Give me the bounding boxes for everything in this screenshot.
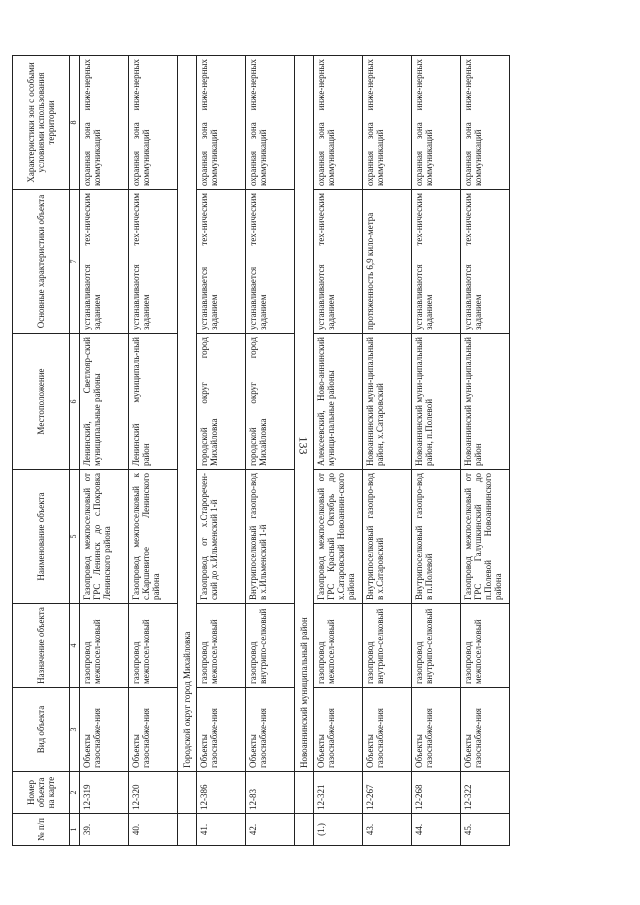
table-cell: устанавливаются тех-ническим заданием: [412, 190, 461, 334]
table-cell: охранная зона инже-нерных коммуникаций: [246, 56, 295, 190]
table-row: [461, 56, 510, 846]
column-header: Номер объекта на карте: [13, 772, 70, 814]
table-cell: протяженность 6,9 кило-метра: [363, 190, 412, 334]
section-row: [177, 56, 196, 846]
table-cell: Объекты газоснабже-ния: [314, 688, 363, 772]
table-cell: Объекты газоснабже-ния: [246, 688, 295, 772]
table-cell: 41.: [197, 814, 246, 846]
table-cell: устанавливаются тех-ническим заданием: [79, 190, 128, 334]
table-cell: Внутрипоселковый газопро-вод в п.Полевой: [412, 470, 461, 604]
table-cell: Газопровод межпоселковый к с.Каршевитое Ленинского района: [128, 470, 177, 604]
table-cell: 43.: [363, 814, 412, 846]
table-cell: Ленинский муниципаль-ный район: [128, 334, 177, 470]
table-cell: городской округ город Михайловка: [197, 334, 246, 470]
table-cell: газопровод внутрипо-селковый: [363, 604, 412, 688]
table-cell: 45.: [461, 814, 510, 846]
table-row: [128, 56, 177, 846]
table-cell: Газопровод межпоселковый от ГРС Ленинск до с.Покровка Ленинского района: [79, 470, 128, 604]
table-cell: охранная зона инже-нерных коммуникаций: [79, 56, 128, 190]
column-number: 1: [70, 814, 80, 846]
table-cell: 44.: [412, 814, 461, 846]
table-row: [246, 56, 295, 846]
table-cell: Газопровод от х.Староречен-ский до х.Ильменский 1-й: [197, 470, 246, 604]
table-cell: Внутрипоселковый газопро-вод в х.Сатаровский: [363, 470, 412, 604]
column-header: Назначение объекта: [13, 604, 70, 688]
table-cell: газопровод межпосел-ковый: [461, 604, 510, 688]
table-cell: Внутрипоселковый газопро-вод в х.Ильменский 1-й: [246, 470, 295, 604]
table-cell: 40.: [128, 814, 177, 846]
column-number: 6: [70, 334, 80, 470]
table-cell: Объекты газоснабже-ния: [197, 688, 246, 772]
table-cell: (1.): [314, 814, 363, 846]
table-cell: Объекты газоснабже-ния: [363, 688, 412, 772]
table-cell: устанавливаются тех-ническим заданием: [128, 190, 177, 334]
section-row: [295, 56, 314, 846]
table-cell: охранная зона инже-нерных коммуникаций: [197, 56, 246, 190]
table-cell: Газопровод межпоселковый от ГРС Красный Октябрь до х.Сатаровский Новоаннин-ского района: [314, 470, 363, 604]
table-cell: охранная зона инже-нерных коммуникаций: [128, 56, 177, 190]
table-cell: Объекты газоснабже-ния: [412, 688, 461, 772]
table-cell: Объекты газоснабже-ния: [79, 688, 128, 772]
column-header: Наименование объекта: [13, 470, 70, 604]
column-number: 4: [70, 604, 80, 688]
table-row: [412, 56, 461, 846]
table-cell: Новоаннинский муни-ципальный район: [461, 334, 510, 470]
table-cell: устанавливается тех-ническим заданием: [197, 190, 246, 334]
table-cell: Новоаннинский муни-ципальный район, п.Полевой: [412, 334, 461, 470]
table-row: [197, 56, 246, 846]
column-header: Вид объекта: [13, 688, 70, 772]
table-cell: Объекты газоснабже-ния: [461, 688, 510, 772]
section-title: Городской округ город Михайловка: [177, 56, 196, 772]
section-empty-cell: [295, 772, 314, 814]
table-cell: 12-267: [363, 772, 412, 814]
column-number: 2: [70, 772, 80, 814]
section-title: Новоаннинский муниципальный район: [295, 56, 314, 772]
table-cell: газопровод межпосел-ковый: [197, 604, 246, 688]
table-cell: городской округ город Михайловка: [246, 334, 295, 470]
table-row: [79, 56, 128, 846]
section-empty-cell: [177, 772, 196, 814]
table-cell: 12-83: [246, 772, 295, 814]
column-header: Местоположение: [13, 334, 70, 470]
table-cell: 12-268: [412, 772, 461, 814]
table-cell: устанавливается тех-ническим заданием: [246, 190, 295, 334]
table-cell: охранная зона инже-нерных коммуникаций: [363, 56, 412, 190]
column-number: 8: [70, 56, 80, 190]
table-cell: устанавливаются тех-ническим заданием: [314, 190, 363, 334]
table-cell: газопровод внутрипо-селковый: [412, 604, 461, 688]
table-cell: газопровод внутрипо-селковый: [246, 604, 295, 688]
table-cell: 12-321: [314, 772, 363, 814]
section-empty-cell: [177, 814, 196, 846]
section-empty-cell: [295, 814, 314, 846]
table-cell: Ленинский, Светлояр-ский муниципальные районы: [79, 334, 128, 470]
table-cell: охранная зона инже-нерных коммуникаций: [412, 56, 461, 190]
table-cell: газопровод межпосел-ковый: [314, 604, 363, 688]
table-cell: 12-386: [197, 772, 246, 814]
column-number: 5: [70, 470, 80, 604]
table-row: [314, 56, 363, 846]
table-cell: Объекты газоснабже-ния: [128, 688, 177, 772]
table-cell: 12-320: [128, 772, 177, 814]
column-number: 7: [70, 190, 80, 334]
table-cell: Алексеевский, Ново-аннинский муници-пальные районы: [314, 334, 363, 470]
table-cell: охранная зона инже-нерных коммуникаций: [461, 56, 510, 190]
rotated-table-sheet: [12, 56, 527, 846]
table-cell: охранная зона инже-нерных коммуникаций: [314, 56, 363, 190]
table-row: [363, 56, 412, 846]
column-header: Характеристики зон с особыми условиями использования территории: [13, 56, 70, 190]
page-number: 133: [296, 436, 311, 455]
header-row: [13, 56, 70, 846]
table-body: [79, 56, 509, 846]
objects-table: [12, 55, 510, 846]
table-cell: 39.: [79, 814, 128, 846]
column-number-row: [70, 56, 80, 846]
column-header: № п/п: [13, 814, 70, 846]
column-number: 3: [70, 688, 80, 772]
table-cell: газопровод межпосел-ковый: [128, 604, 177, 688]
table-cell: Газопровод межпоселковый от ГРС Галушкинский до п.Полевой Новоаннинского района: [461, 470, 510, 604]
table-cell: 12-319: [79, 772, 128, 814]
table-cell: газопровод межпосел-ковый: [79, 604, 128, 688]
table-cell: Новоаннинский муни-ципальный район, х.Сатаровский: [363, 334, 412, 470]
column-header: Основные характеристики объекта: [13, 190, 70, 334]
table-cell: устанавливаются тех-ническим заданием: [461, 190, 510, 334]
table-cell: 12-322: [461, 772, 510, 814]
table-cell: 42.: [246, 814, 295, 846]
